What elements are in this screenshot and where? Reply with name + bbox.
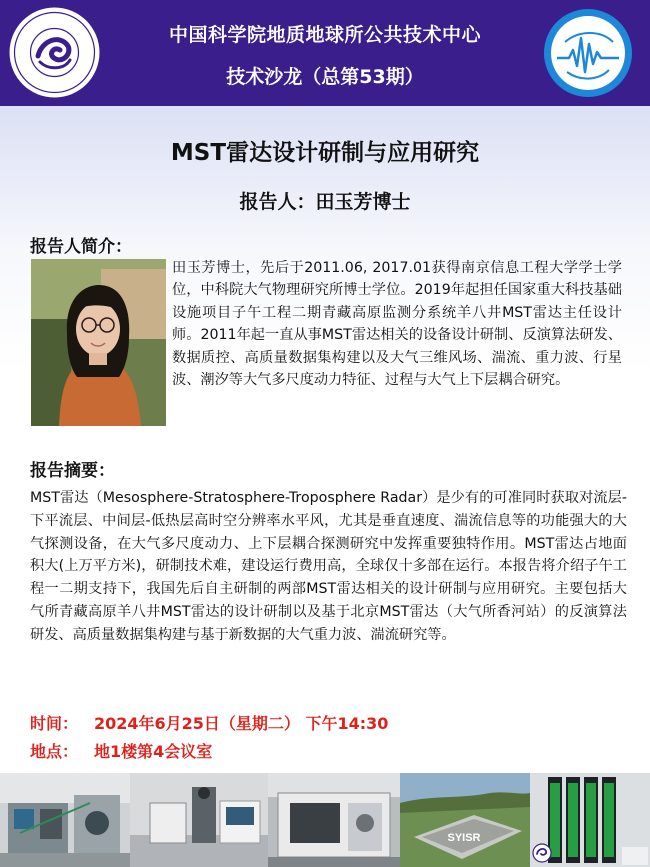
time-line xyxy=(30,711,388,734)
speaker-photo xyxy=(31,259,166,426)
abstract-text: MST雷达（Mesosphere-Stratosphere-Troposphere Radar）是少有的可准同时获取对流层-下平流层、中间层-低热层高时空分辨率水平风，尤其是垂直速度、湍流信息等的功能强大的大气探测设备，在大气多尺度动力、上下层耦合探测研究中发挥重要独特作用。MST雷达占地面积大(上万平方米)，研制技术难，建设运行费用高，全球仅十多部在运行。本报告将介绍子午工程一二期支持下，我国先后自主研制的两部MST雷达相关的设计研制与应用研究。主要包括大气所青藏高原羊八井MST雷达的设计研制以及基于北京MST雷达（大气所香河站）的反演算法研发、高质量数据集构建与基于新数据的大气重力波、湍流研究等。 xyxy=(30,490,627,643)
lab-photo-machine xyxy=(268,773,400,867)
lab-photo-microscope xyxy=(130,773,268,867)
reporter-name: 报告人：田玉芳博士 xyxy=(239,191,411,213)
place-value: 地1楼第4会议室 xyxy=(94,742,213,761)
abstract-heading: 报告摘要： xyxy=(30,461,115,481)
site-sign-text: SYISR xyxy=(447,832,481,844)
bio-text: 田玉芳博士，先后于2011.06, 2017.01获得南京信息工程大学学士学位，中科院大气物理研究所博士学位。2019年起担任国家重大科技基础设施项目子午工程二期青藏高原监测分系统羊八井MST雷达主任设计师。2011年起一直从事MST雷达相关的设备设计研制、反演算法研发、数据质控、高质量数据集构建以及大气三维风场、湍流、重力波、行星波、潮汐等大气多尺度动力特征、过程与大气上下层耦合研究。 xyxy=(172,260,622,389)
header-title: 中国科学院地质地球所公共技术中心 xyxy=(168,24,481,46)
bio-heading: 报告人简介： xyxy=(30,237,132,257)
talk-title: MST雷达设计研制与应用研究 xyxy=(170,140,480,166)
place-label: 地点： xyxy=(30,742,79,761)
lab-photo-instrument xyxy=(0,773,130,867)
header-subtitle: 技术沙龙（总第53期） xyxy=(226,66,424,88)
seismic-wave-icon xyxy=(543,8,633,98)
time-label: 时间： xyxy=(30,714,79,733)
time-value: 2024年6月25日（星期二） 下午14:30 xyxy=(94,714,389,733)
institute-seal-icon xyxy=(532,843,552,863)
lab-photo-strip xyxy=(0,773,650,867)
radar-site-photo xyxy=(400,773,530,867)
header-banner xyxy=(0,0,650,106)
place-line xyxy=(30,739,212,762)
